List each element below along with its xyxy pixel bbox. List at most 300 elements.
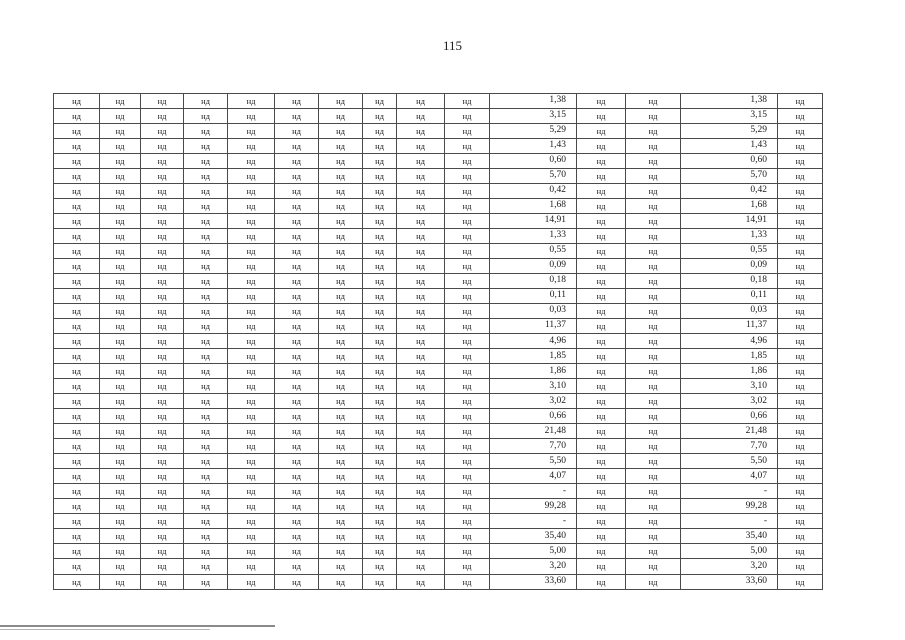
- placeholder-cell: нд: [141, 499, 184, 514]
- placeholder-cell: нд: [184, 469, 228, 484]
- total-cell: 0,55: [681, 244, 778, 259]
- table-row: [54, 319, 823, 334]
- placeholder-cell: нд: [397, 109, 445, 124]
- placeholder-cell: нд: [275, 499, 319, 514]
- placeholder-cell: нд: [141, 349, 184, 364]
- placeholder-cell: нд: [626, 184, 681, 199]
- total-cell: 5,00: [681, 544, 778, 559]
- table-row: [54, 529, 823, 544]
- placeholder-cell: нд: [54, 424, 100, 439]
- table-row: [54, 184, 823, 199]
- placeholder-cell: нд: [363, 439, 397, 454]
- placeholder-cell: нд: [54, 244, 100, 259]
- total-cell: 1,85: [681, 349, 778, 364]
- placeholder-cell: нд: [100, 169, 141, 184]
- placeholder-cell: нд: [445, 469, 490, 484]
- placeholder-cell: нд: [141, 214, 184, 229]
- value-cell: 1,86: [490, 364, 577, 379]
- table-row: [54, 199, 823, 214]
- placeholder-cell: нд: [228, 124, 275, 139]
- placeholder-cell: нд: [275, 244, 319, 259]
- placeholder-cell: нд: [778, 379, 823, 394]
- placeholder-cell: нд: [778, 484, 823, 499]
- placeholder-cell: нд: [141, 424, 184, 439]
- placeholder-cell: нд: [100, 364, 141, 379]
- placeholder-cell: нд: [397, 409, 445, 424]
- placeholder-cell: нд: [275, 424, 319, 439]
- placeholder-cell: нд: [445, 274, 490, 289]
- placeholder-cell: нд: [577, 469, 626, 484]
- placeholder-cell: нд: [275, 169, 319, 184]
- placeholder-cell: нд: [184, 514, 228, 529]
- value-cell: 1,85: [490, 349, 577, 364]
- value-cell: 1,33: [490, 229, 577, 244]
- total-cell: 7,70: [681, 439, 778, 454]
- placeholder-cell: нд: [228, 574, 275, 590]
- placeholder-cell: нд: [184, 229, 228, 244]
- placeholder-cell: нд: [397, 469, 445, 484]
- placeholder-cell: нд: [100, 139, 141, 154]
- total-cell: 3,02: [681, 394, 778, 409]
- placeholder-cell: нд: [141, 289, 184, 304]
- placeholder-cell: нд: [184, 94, 228, 109]
- placeholder-cell: нд: [184, 349, 228, 364]
- placeholder-cell: нд: [100, 319, 141, 334]
- placeholder-cell: нд: [397, 454, 445, 469]
- placeholder-cell: нд: [363, 514, 397, 529]
- placeholder-cell: нд: [54, 169, 100, 184]
- placeholder-cell: нд: [626, 154, 681, 169]
- placeholder-cell: нд: [397, 244, 445, 259]
- placeholder-cell: нд: [397, 499, 445, 514]
- value-cell: 0,60: [490, 154, 577, 169]
- placeholder-cell: нд: [319, 454, 363, 469]
- placeholder-cell: нд: [141, 184, 184, 199]
- placeholder-cell: нд: [778, 424, 823, 439]
- placeholder-cell: нд: [54, 439, 100, 454]
- placeholder-cell: нд: [275, 439, 319, 454]
- placeholder-cell: нд: [445, 214, 490, 229]
- placeholder-cell: нд: [275, 304, 319, 319]
- total-cell: 5,29: [681, 124, 778, 139]
- value-cell: -: [490, 484, 577, 499]
- placeholder-cell: нд: [184, 214, 228, 229]
- placeholder-cell: нд: [626, 199, 681, 214]
- placeholder-cell: нд: [141, 574, 184, 590]
- placeholder-cell: нд: [778, 349, 823, 364]
- placeholder-cell: нд: [577, 499, 626, 514]
- placeholder-cell: нд: [445, 109, 490, 124]
- placeholder-cell: нд: [397, 94, 445, 109]
- placeholder-cell: нд: [184, 319, 228, 334]
- total-cell: 5,50: [681, 454, 778, 469]
- placeholder-cell: нд: [363, 124, 397, 139]
- placeholder-cell: нд: [141, 109, 184, 124]
- placeholder-cell: нд: [577, 349, 626, 364]
- placeholder-cell: нд: [577, 139, 626, 154]
- placeholder-cell: нд: [184, 259, 228, 274]
- placeholder-cell: нд: [397, 349, 445, 364]
- placeholder-cell: нд: [397, 559, 445, 574]
- placeholder-cell: нд: [626, 469, 681, 484]
- table-row: [54, 499, 823, 514]
- placeholder-cell: нд: [577, 319, 626, 334]
- placeholder-cell: нд: [445, 94, 490, 109]
- placeholder-cell: нд: [778, 529, 823, 544]
- placeholder-cell: нд: [141, 439, 184, 454]
- placeholder-cell: нд: [228, 169, 275, 184]
- placeholder-cell: нд: [626, 424, 681, 439]
- placeholder-cell: нд: [397, 259, 445, 274]
- table-row: [54, 94, 823, 109]
- value-cell: 11,37: [490, 319, 577, 334]
- placeholder-cell: нд: [319, 334, 363, 349]
- placeholder-cell: нд: [100, 469, 141, 484]
- placeholder-cell: нд: [141, 139, 184, 154]
- placeholder-cell: нд: [363, 259, 397, 274]
- value-cell: 1,38: [490, 94, 577, 109]
- value-cell: 3,10: [490, 379, 577, 394]
- placeholder-cell: нд: [319, 169, 363, 184]
- placeholder-cell: нд: [363, 244, 397, 259]
- placeholder-cell: нд: [184, 289, 228, 304]
- value-cell: 4,07: [490, 469, 577, 484]
- placeholder-cell: нд: [184, 439, 228, 454]
- placeholder-cell: нд: [54, 199, 100, 214]
- placeholder-cell: нд: [363, 484, 397, 499]
- placeholder-cell: нд: [319, 304, 363, 319]
- footer-rule-secondary: [0, 629, 210, 630]
- placeholder-cell: нд: [228, 199, 275, 214]
- placeholder-cell: нд: [397, 154, 445, 169]
- placeholder-cell: нд: [363, 199, 397, 214]
- value-cell: 3,20: [490, 559, 577, 574]
- table-row: [54, 244, 823, 259]
- placeholder-cell: нд: [228, 394, 275, 409]
- placeholder-cell: нд: [141, 94, 184, 109]
- placeholder-cell: нд: [363, 529, 397, 544]
- table-row: [54, 394, 823, 409]
- placeholder-cell: нд: [626, 274, 681, 289]
- placeholder-cell: нд: [141, 244, 184, 259]
- placeholder-cell: нд: [141, 394, 184, 409]
- placeholder-cell: нд: [100, 559, 141, 574]
- total-cell: 0,66: [681, 409, 778, 424]
- placeholder-cell: нд: [100, 439, 141, 454]
- placeholder-cell: нд: [275, 274, 319, 289]
- placeholder-cell: нд: [319, 319, 363, 334]
- total-cell: 0,42: [681, 184, 778, 199]
- placeholder-cell: нд: [275, 544, 319, 559]
- placeholder-cell: нд: [184, 139, 228, 154]
- placeholder-cell: нд: [184, 394, 228, 409]
- page-number: 115: [442, 38, 463, 53]
- placeholder-cell: нд: [54, 469, 100, 484]
- placeholder-cell: нд: [319, 139, 363, 154]
- placeholder-cell: нд: [363, 229, 397, 244]
- placeholder-cell: нд: [228, 409, 275, 424]
- placeholder-cell: нд: [397, 334, 445, 349]
- placeholder-cell: нд: [577, 514, 626, 529]
- placeholder-cell: нд: [626, 319, 681, 334]
- total-cell: 0,60: [681, 154, 778, 169]
- placeholder-cell: нд: [141, 319, 184, 334]
- placeholder-cell: нд: [275, 184, 319, 199]
- placeholder-cell: нд: [275, 334, 319, 349]
- placeholder-cell: нд: [275, 289, 319, 304]
- total-cell: 3,10: [681, 379, 778, 394]
- placeholder-cell: нд: [397, 439, 445, 454]
- total-cell: 3,15: [681, 109, 778, 124]
- placeholder-cell: нд: [397, 289, 445, 304]
- placeholder-cell: нд: [54, 379, 100, 394]
- placeholder-cell: нд: [363, 139, 397, 154]
- total-cell: 4,07: [681, 469, 778, 484]
- placeholder-cell: нд: [228, 484, 275, 499]
- placeholder-cell: нд: [445, 139, 490, 154]
- placeholder-cell: нд: [228, 229, 275, 244]
- placeholder-cell: нд: [577, 484, 626, 499]
- placeholder-cell: нд: [319, 484, 363, 499]
- placeholder-cell: нд: [228, 529, 275, 544]
- placeholder-cell: нд: [100, 184, 141, 199]
- placeholder-cell: нд: [184, 484, 228, 499]
- placeholder-cell: нд: [445, 124, 490, 139]
- placeholder-cell: нд: [100, 94, 141, 109]
- placeholder-cell: нд: [141, 454, 184, 469]
- placeholder-cell: нд: [100, 109, 141, 124]
- placeholder-cell: нд: [626, 439, 681, 454]
- placeholder-cell: нд: [626, 379, 681, 394]
- placeholder-cell: нд: [100, 574, 141, 590]
- value-cell: 0,18: [490, 274, 577, 289]
- placeholder-cell: нд: [184, 109, 228, 124]
- table-row: [54, 379, 823, 394]
- placeholder-cell: нд: [228, 439, 275, 454]
- placeholder-cell: нд: [54, 154, 100, 169]
- placeholder-cell: нд: [141, 544, 184, 559]
- placeholder-cell: нд: [363, 169, 397, 184]
- placeholder-cell: нд: [577, 454, 626, 469]
- placeholder-cell: нд: [184, 574, 228, 590]
- placeholder-cell: нд: [577, 169, 626, 184]
- placeholder-cell: нд: [626, 214, 681, 229]
- table-row: [54, 424, 823, 439]
- placeholder-cell: нд: [778, 244, 823, 259]
- table-row: [54, 229, 823, 244]
- placeholder-cell: нд: [228, 94, 275, 109]
- value-cell: 0,11: [490, 289, 577, 304]
- placeholder-cell: нд: [100, 274, 141, 289]
- placeholder-cell: нд: [319, 394, 363, 409]
- placeholder-cell: нд: [778, 94, 823, 109]
- placeholder-cell: нд: [54, 499, 100, 514]
- table-row: [54, 124, 823, 139]
- data-table: [53, 93, 823, 590]
- placeholder-cell: нд: [319, 514, 363, 529]
- placeholder-cell: нд: [54, 319, 100, 334]
- placeholder-cell: нд: [626, 454, 681, 469]
- placeholder-cell: нд: [319, 469, 363, 484]
- placeholder-cell: нд: [184, 379, 228, 394]
- placeholder-cell: нд: [397, 124, 445, 139]
- placeholder-cell: нд: [445, 304, 490, 319]
- placeholder-cell: нд: [626, 514, 681, 529]
- placeholder-cell: нд: [54, 409, 100, 424]
- placeholder-cell: нд: [100, 214, 141, 229]
- placeholder-cell: нд: [228, 499, 275, 514]
- placeholder-cell: нд: [54, 559, 100, 574]
- placeholder-cell: нд: [275, 484, 319, 499]
- placeholder-cell: нд: [778, 259, 823, 274]
- total-cell: 99,28: [681, 499, 778, 514]
- placeholder-cell: нд: [141, 469, 184, 484]
- placeholder-cell: нд: [445, 514, 490, 529]
- placeholder-cell: нд: [184, 199, 228, 214]
- placeholder-cell: нд: [397, 169, 445, 184]
- placeholder-cell: нд: [184, 274, 228, 289]
- placeholder-cell: нд: [445, 439, 490, 454]
- placeholder-cell: нд: [445, 499, 490, 514]
- placeholder-cell: нд: [577, 154, 626, 169]
- placeholder-cell: нд: [275, 559, 319, 574]
- placeholder-cell: нд: [626, 559, 681, 574]
- placeholder-cell: нд: [319, 574, 363, 590]
- placeholder-cell: нд: [363, 574, 397, 590]
- placeholder-cell: нд: [363, 304, 397, 319]
- placeholder-cell: нд: [445, 169, 490, 184]
- placeholder-cell: нд: [275, 109, 319, 124]
- placeholder-cell: нд: [184, 364, 228, 379]
- placeholder-cell: нд: [228, 214, 275, 229]
- placeholder-cell: нд: [319, 529, 363, 544]
- placeholder-cell: нд: [184, 529, 228, 544]
- placeholder-cell: нд: [228, 454, 275, 469]
- placeholder-cell: нд: [228, 184, 275, 199]
- placeholder-cell: нд: [319, 559, 363, 574]
- placeholder-cell: нд: [445, 484, 490, 499]
- placeholder-cell: нд: [275, 214, 319, 229]
- placeholder-cell: нд: [397, 529, 445, 544]
- placeholder-cell: нд: [54, 364, 100, 379]
- placeholder-cell: нд: [54, 454, 100, 469]
- placeholder-cell: нд: [100, 124, 141, 139]
- placeholder-cell: нд: [626, 334, 681, 349]
- placeholder-cell: нд: [397, 184, 445, 199]
- table-row: [54, 259, 823, 274]
- placeholder-cell: нд: [319, 109, 363, 124]
- placeholder-cell: нд: [778, 409, 823, 424]
- placeholder-cell: нд: [397, 424, 445, 439]
- placeholder-cell: нд: [626, 139, 681, 154]
- placeholder-cell: нд: [275, 454, 319, 469]
- placeholder-cell: нд: [363, 334, 397, 349]
- placeholder-cell: нд: [184, 334, 228, 349]
- placeholder-cell: нд: [778, 319, 823, 334]
- placeholder-cell: нд: [275, 529, 319, 544]
- placeholder-cell: нд: [100, 514, 141, 529]
- placeholder-cell: нд: [275, 139, 319, 154]
- placeholder-cell: нд: [445, 559, 490, 574]
- total-cell: 0,18: [681, 274, 778, 289]
- placeholder-cell: нд: [397, 394, 445, 409]
- placeholder-cell: нд: [363, 559, 397, 574]
- placeholder-cell: нд: [363, 154, 397, 169]
- placeholder-cell: нд: [577, 214, 626, 229]
- total-cell: 11,37: [681, 319, 778, 334]
- total-cell: 1,86: [681, 364, 778, 379]
- placeholder-cell: нд: [54, 259, 100, 274]
- table-row: [54, 364, 823, 379]
- placeholder-cell: нд: [778, 514, 823, 529]
- placeholder-cell: нд: [100, 409, 141, 424]
- placeholder-cell: нд: [363, 289, 397, 304]
- placeholder-cell: нд: [778, 154, 823, 169]
- total-cell: 1,68: [681, 199, 778, 214]
- placeholder-cell: нд: [100, 244, 141, 259]
- placeholder-cell: нд: [319, 274, 363, 289]
- placeholder-cell: нд: [397, 574, 445, 590]
- placeholder-cell: нд: [100, 484, 141, 499]
- placeholder-cell: нд: [319, 184, 363, 199]
- placeholder-cell: нд: [141, 199, 184, 214]
- placeholder-cell: нд: [228, 304, 275, 319]
- placeholder-cell: нд: [363, 394, 397, 409]
- placeholder-cell: нд: [275, 469, 319, 484]
- placeholder-cell: нд: [626, 349, 681, 364]
- placeholder-cell: нд: [626, 574, 681, 590]
- placeholder-cell: нд: [577, 229, 626, 244]
- placeholder-cell: нд: [626, 544, 681, 559]
- placeholder-cell: нд: [363, 379, 397, 394]
- value-cell: 1,68: [490, 199, 577, 214]
- placeholder-cell: нд: [275, 199, 319, 214]
- placeholder-cell: нд: [275, 229, 319, 244]
- placeholder-cell: нд: [445, 184, 490, 199]
- placeholder-cell: нд: [141, 559, 184, 574]
- placeholder-cell: нд: [54, 124, 100, 139]
- placeholder-cell: нд: [54, 394, 100, 409]
- placeholder-cell: нд: [778, 184, 823, 199]
- value-cell: 99,28: [490, 499, 577, 514]
- placeholder-cell: нд: [626, 124, 681, 139]
- placeholder-cell: нд: [363, 319, 397, 334]
- total-cell: 14,91: [681, 214, 778, 229]
- placeholder-cell: нд: [100, 259, 141, 274]
- placeholder-cell: нд: [626, 304, 681, 319]
- table-row: [54, 349, 823, 364]
- placeholder-cell: нд: [778, 364, 823, 379]
- placeholder-cell: нд: [778, 439, 823, 454]
- table-row: [54, 154, 823, 169]
- placeholder-cell: нд: [100, 154, 141, 169]
- placeholder-cell: нд: [184, 154, 228, 169]
- placeholder-cell: нд: [100, 499, 141, 514]
- placeholder-cell: нд: [141, 274, 184, 289]
- placeholder-cell: нд: [275, 379, 319, 394]
- placeholder-cell: нд: [778, 169, 823, 184]
- placeholder-cell: нд: [228, 544, 275, 559]
- placeholder-cell: нд: [778, 574, 823, 590]
- placeholder-cell: нд: [778, 229, 823, 244]
- placeholder-cell: нд: [184, 244, 228, 259]
- placeholder-cell: нд: [397, 214, 445, 229]
- placeholder-cell: нд: [445, 424, 490, 439]
- placeholder-cell: нд: [577, 184, 626, 199]
- placeholder-cell: нд: [54, 229, 100, 244]
- placeholder-cell: нд: [778, 559, 823, 574]
- placeholder-cell: нд: [577, 529, 626, 544]
